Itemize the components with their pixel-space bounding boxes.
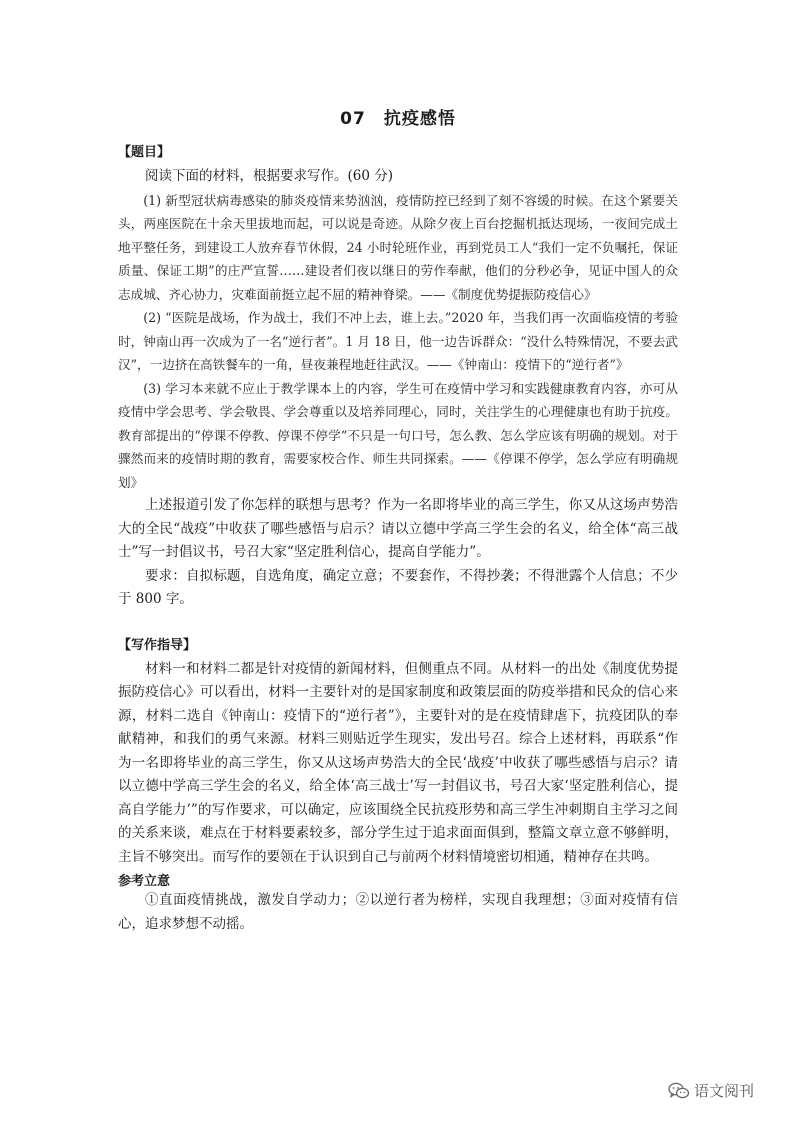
- material-2: (2) “医院是战场，作为战士，我们不冲上去，谁上去。”2020 年，当我们再一次面临疫情的考验时，钟南山再一次成为了一名“逆行者”。1 月 18 日，他一边告诉群众：“没什么特殊情况，不要去武汉”，一边挤在高铁餐车的一角，昼夜兼程地赶往武汉。——《钟南山：疫情下的“逆行者”》: [118, 310, 678, 372]
- material-3: (3) 学习本来就不应止于教学课本上的内容，学生可在疫情中学习和实践健康教育内容，亦可从疫情中学会思考、学会敬畏、学会尊重以及培养同理心，同时，关注学生的心理健康也有助于抗疫。教育部提出的“停课不停教、停课不停学”不只是一句口号，怎么教、怎么学应该有明确的规划。对于骤然而来的疫情时期的教育，需要家校合作、师生共同探索。——《停课不停学，怎么学应有明确规划》: [118, 380, 678, 490]
- intro-paragraph: 阅读下面的材料，根据要求写作。(60 分): [145, 168, 394, 184]
- reference-heading: 参考立意: [118, 874, 171, 889]
- guide-heading: 【写作指导】: [118, 637, 197, 653]
- material-1: (1) 新型冠状病毒感染的肺炎疫情来势汹汹，疫情防控已经到了刻不容缓的时候。在这个紧要关头，两座医院在十余天里拔地而起，可以说是奇迹。从除夕夜上百台挖掘机抵达现场，一夜间完成土地平整任务，到建设工人放弃春节休假，24 小时轮班作业，再到党员工人“我们一定不负嘱托，保证质量、保证工期”的庄严宣誓……建设者们夜以继日的劳作奉献，他们的分秒必争，见证中国人的众志成城、齐心协力，灾难面前挺立起不屈的精神脊梁。——《制度优势提振防疫信心》: [118, 192, 678, 302]
- topic-heading: 【题目】: [118, 145, 171, 160]
- requirements-paragraph: 要求：自拟标题，自选角度，确定立意；不要套作，不得抄袭；不得泄露个人信息；不少于 800 字。: [118, 567, 678, 607]
- page-title: 07 抗疫感悟: [340, 109, 456, 129]
- watermark: [668, 1080, 754, 1101]
- wechat-icon: [668, 1082, 690, 1100]
- document-page: [118, 104, 678, 936]
- prompt-paragraph: 上述报道引发了你怎样的联想与思考？作为一名即将毕业的高三学生，你又从这场声势浩大的全民“战疫”中收获了哪些感悟与启示？请以立德中学高三学生会的名义，给全体“高三战士”写一封倡议书，号召大家“坚定胜利信心，提高自学能力”。: [118, 497, 678, 560]
- watermark-text: 语文阅刊: [694, 1082, 755, 1100]
- guide-paragraph: 材料一和材料二都是针对疫情的新闻材料，但侧重点不同。从材料一的出处《制度优势提振防疫信心》可以看出，材料一主要针对的是国家制度和政策层面的防疫举措和民众的信心来源，材料二选自《钟南山：疫情下的“逆行者”》，主要针对的是在疫情肆虐下，抗疫团队的奉献精神，和我们的勇气来源。材料三则贴近学生现实，发出号召。综合上述材料，再联系“作为一名即将毕业的高三学生，你又从这场声势浩大的全民‘战疫’中收获了哪些感悟与启示？请以立德中学高三学生会的名义，给全体‘高三战士’写一封倡议书，号召大家‘坚定胜利信心，提高自学能力’”的写作要求，可以确定，应该围绕全民抗疫形势和高三学生冲刺期自主学习之间的关系来谈，难点在于材料要素较多，部分学生过于追求面面俱到，整篇文章立意不够鲜明，主旨不够突出。而写作的要领在于认识到自己与前两个材料情境密切相通，精神存在共鸣。: [118, 660, 678, 865]
- reference-paragraph: ①直面疫情挑战，激发自学动力；②以逆行者为榜样，实现自我理想；③面对疫情有信心，追求梦想不动摇。: [118, 892, 678, 932]
